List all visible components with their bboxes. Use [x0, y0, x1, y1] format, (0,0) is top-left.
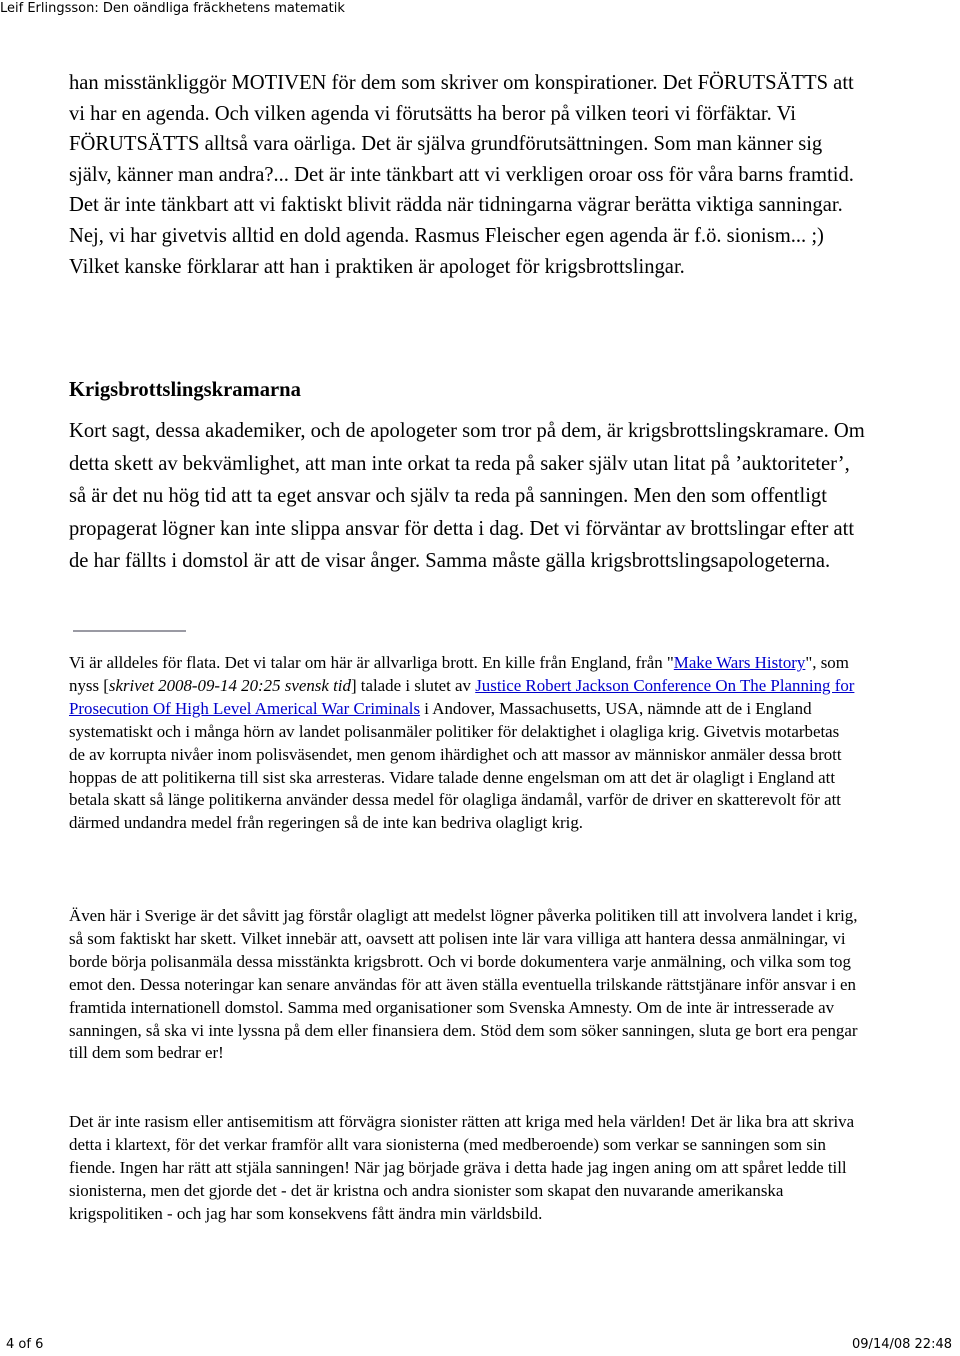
- jackson-conference-link[interactable]: Justice Robert Jackson Conference On The Planning for Prosecution Of High Level Americal War Criminals: [69, 675, 855, 718]
- page-number: 4 of 6: [6, 1337, 44, 1352]
- page-header-title: Leif Erlingsson: Den oändliga fräckhetens matematik: [0, 1, 345, 16]
- footnote-divider: [73, 630, 186, 632]
- paragraph-war-crime-huggers: Kort sagt, dessa akademiker, och de apologeter som tror på dem, är krigsbrottslingskramare. Om detta skett av bekvämlighet, att man inte orkat ta reda på saker själv utan litat på ’auktoriteter’, så är det nu hög tid att ta eget ansvar och själv ta reda på sanningen. Men den som offentligt propagerat lögner kan inte slippa ansvar för detta i dag. Det vi förväntar av brottslingar efter att de har fällts i domstol är att de visar ånger. Samma måste gälla krigsbrottslingsapologeterna.: [69, 420, 865, 573]
- footnote-timestamp: skrivet 2008-09-14 20:25 svensk tid: [108, 675, 351, 695]
- footnote-text-3: ] talade i slutet av: [350, 675, 476, 695]
- paragraph-motives: han misstänkliggör MOTIVEN för dem som skriver om konspirationer. Det FÖRUTSÄTTS att vi har en agenda. Och vilken agenda vi förutsätts ha beror på vilken teori vi förfäktar. Vi FÖRUTSÄTTS alltså vara oärliga. Det är själva grundförutsättningen. Som man känner sig själv, känner man andra?... Det är inte tänkbart att vi verkligen oroar oss för våra barns framtid. Det är inte tänkbart att vi faktiskt blivit rädda när tidningarna vägrar berätta viktiga sanningar. Nej, vi har givetvis alltid en dold agenda. Rasmus Fleischer egen agenda är f.ö. sionism... ;) Vilket kanske förklarar att han i praktiken är apologet för krigsbrottslingar.: [69, 72, 854, 278]
- make-wars-history-link[interactable]: Make Wars History: [673, 653, 806, 672]
- footnote-text-4: i Andover, Massachusetts, USA, nämnde att de i England systematiskt och i många hörn av landet polisanmäler politiker för delaktighet i olagliga krig. Givetvis motarbetas de av korrupta nivåer inom polisväsendet, men genom ihärdighet och att massor av människor anmäler dessa brott hoppas de att politikerna till sist ska arresteras. Vidare talade denne engelsman om att det är olagligt i England att betala skatt så länge politikerna använder dessa medel för olagliga ändamål, varför de driver en skatterevolt för att därmed undandra medel från regeringen så de inte kan bedriva olagligt krig.: [69, 698, 842, 833]
- paragraph-make-wars-history: [69, 652, 859, 835]
- print-datetime: 09/14/08 22:48: [852, 1337, 952, 1352]
- paragraph-zionism: Det är inte rasism eller antisemitism att förvägra sionister rätten att kriga med hela världen! Det är lika bra att skriva detta i klartext, för det verkar framför allt vara sionisterna (med medberoende) som verkar se sanningen som sin fiende. Ingen har rätt att stjäla sanningen! När jag började gräva i detta hade jag ingen aning om att spåret ledde till sionisterna, men det gjorde det - det är kristna och andra sionister som skapat den nuvarande amerikanska krigspolitiken - och jag har som konsekvens fått ändra min världsbild.: [69, 1112, 855, 1223]
- paragraph-sweden: Även här i Sverige är det såvitt jag förstår olagligt att medelst lögner påverka politiken till att involvera landet i krig, så som faktiskt har skett. Vilket innebär att, oavsett att polisen inte lär vara villiga att hantera dessa anmälningar, vi borde börja polisanmäla dessa misstänkta krigsbrott. Och vi borde dokumentera varje anmälning, och vilka som tog emot den. Dessa noteringar kan senare användas för att även ställa eventuella trilskande rättstjänare inför ansvar i en framtida internationell domstol. Samma med organisationer som Svenska Amnesty. Om de inte är intresserade av sanningen, så ska vi inte lyssna på dem eller finansiera dem. Stöd dem som söker sanningen, sluta ge bort era pengar till dem som bedrar er!: [69, 906, 858, 1063]
- footnote-text-1: Vi är alldeles för flata. Det vi talar om här är allvarliga brott. En kille från England, från ": [69, 653, 674, 672]
- section-heading: Krigsbrottslingskramarna: [69, 379, 301, 401]
- footnote-text-2: ", som nyss [: [69, 653, 849, 695]
